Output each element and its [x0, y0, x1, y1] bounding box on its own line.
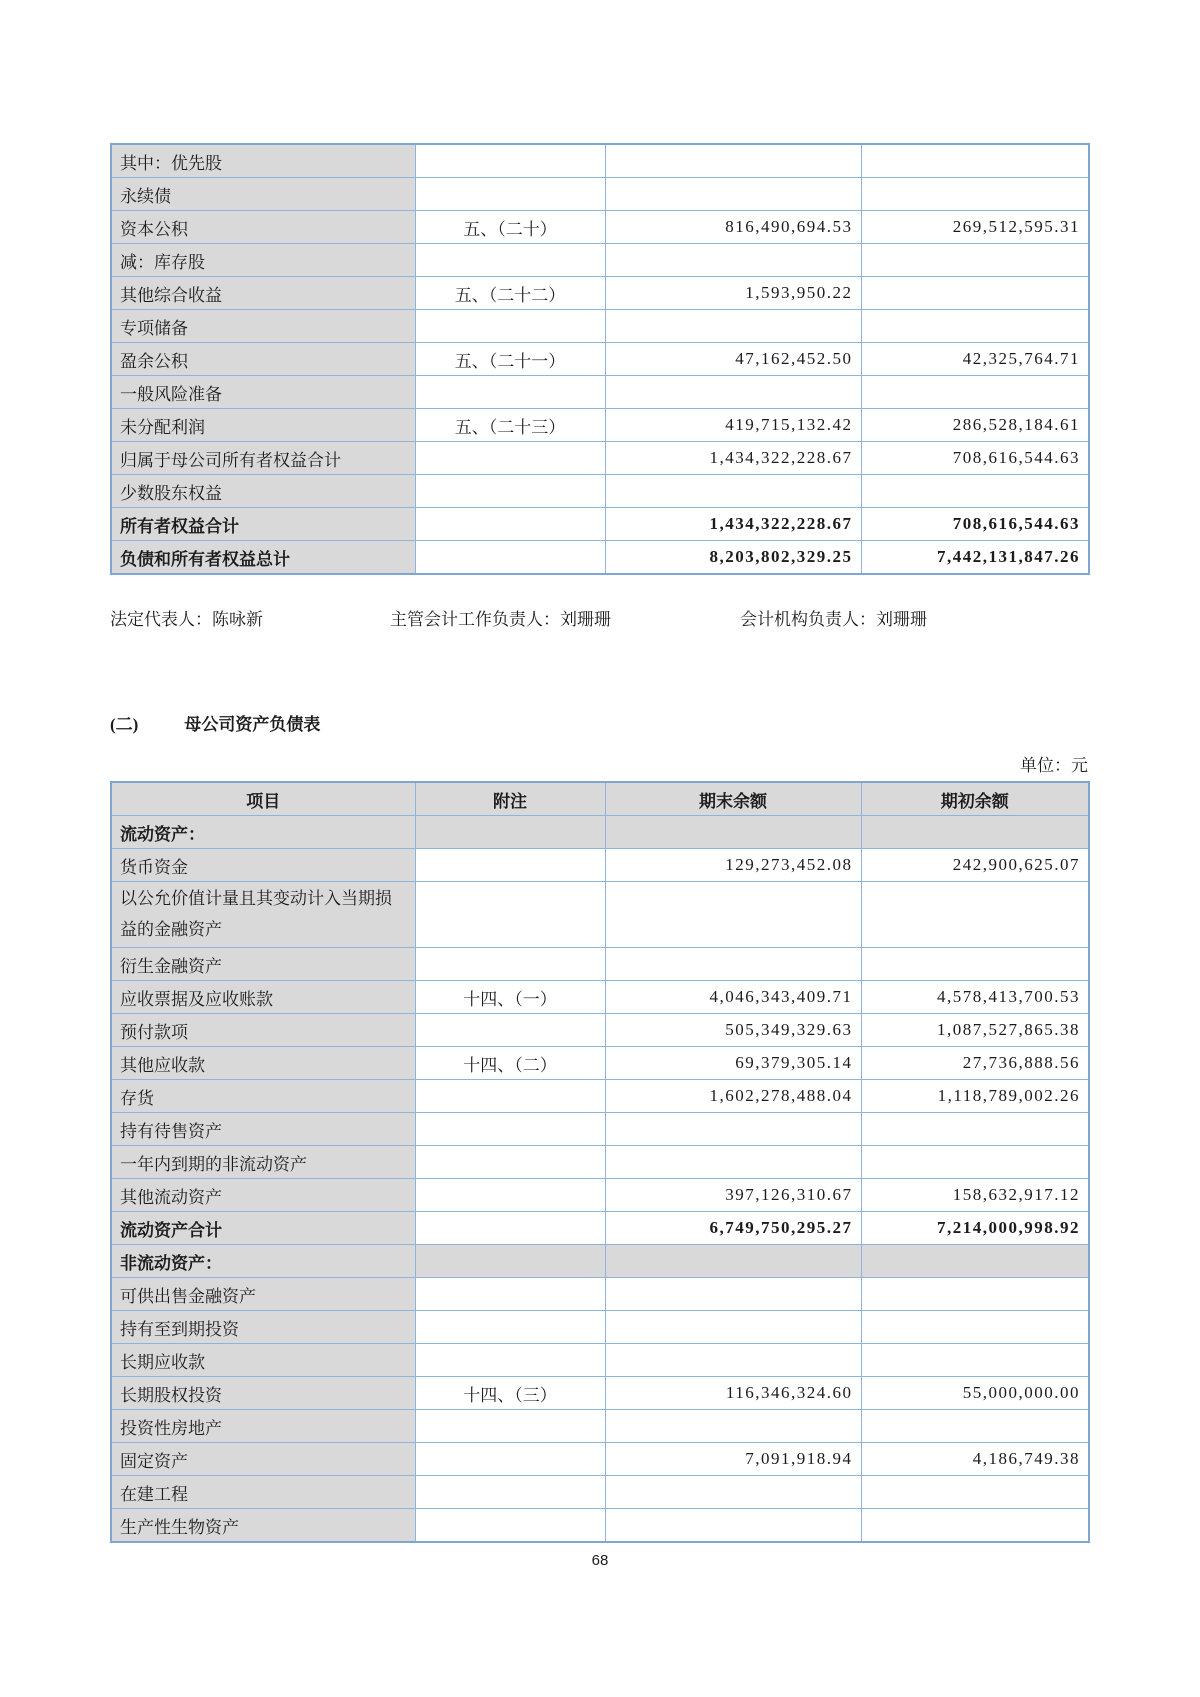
item-cell: 预付款项: [111, 1014, 415, 1047]
table-row: [111, 1278, 1089, 1311]
parent-table-body: [111, 816, 1089, 1543]
note-cell: [415, 1146, 605, 1179]
note-cell: 五、（二十一）: [415, 343, 605, 376]
closing-balance-cell: [605, 1245, 861, 1278]
closing-balance-cell: 1,434,322,228.67: [605, 508, 861, 541]
item-cell: 所有者权益合计: [111, 508, 415, 541]
page-number: 68: [591, 1552, 609, 1569]
item-cell: 其他应收款: [111, 1047, 415, 1080]
table-row: [111, 1047, 1089, 1080]
table-row: [111, 409, 1089, 442]
opening-balance-cell: 7,214,000,998.92: [861, 1212, 1089, 1245]
item-cell: 流动资产合计: [111, 1212, 415, 1245]
note-cell: [415, 882, 605, 948]
note-cell: [415, 1476, 605, 1509]
item-cell: 其中：优先股: [111, 144, 415, 178]
opening-balance-cell: [861, 144, 1089, 178]
item-cell: 流动资产：: [111, 816, 415, 849]
table-row: [111, 211, 1089, 244]
opening-balance-cell: [861, 244, 1089, 277]
opening-balance-cell: [861, 1311, 1089, 1344]
closing-balance-cell: [605, 1311, 861, 1344]
closing-balance-cell: [605, 1476, 861, 1509]
closing-balance-cell: 4,046,343,409.71: [605, 981, 861, 1014]
closing-balance-cell: [605, 376, 861, 409]
closing-balance-cell: 8,203,802,329.25: [605, 541, 861, 575]
opening-balance-cell: [861, 277, 1089, 310]
item-cell: 长期股权投资: [111, 1377, 415, 1410]
opening-balance-cell: 708,616,544.63: [861, 508, 1089, 541]
unit-label: 单位：元: [1020, 756, 1088, 775]
opening-balance-cell: 1,118,789,002.26: [861, 1080, 1089, 1113]
table-row: [111, 376, 1089, 409]
opening-balance-cell: 269,512,595.31: [861, 211, 1089, 244]
item-cell: 持有待售资产: [111, 1113, 415, 1146]
section-title: 母公司资产负债表: [184, 715, 321, 734]
note-cell: [415, 1443, 605, 1476]
table-row: [111, 1113, 1089, 1146]
item-cell: 应收票据及应收账款: [111, 981, 415, 1014]
item-cell: 专项储备: [111, 310, 415, 343]
note-cell: [415, 816, 605, 849]
closing-balance-cell: [605, 1146, 861, 1179]
opening-balance-cell: 708,616,544.63: [861, 442, 1089, 475]
closing-balance-cell: 116,346,324.60: [605, 1377, 861, 1410]
note-cell: [415, 1245, 605, 1278]
item-cell: 盈余公积: [111, 343, 415, 376]
note-cell: 五、（二十三）: [415, 409, 605, 442]
table-row: [111, 1179, 1089, 1212]
closing-balance-cell: [605, 310, 861, 343]
opening-balance-cell: [861, 1410, 1089, 1443]
closing-balance-cell: [605, 475, 861, 508]
accounting-work-head: 主管会计工作负责人：刘珊珊: [390, 610, 611, 629]
opening-balance-cell: [861, 948, 1089, 981]
closing-balance-cell: [605, 244, 861, 277]
closing-balance-cell: 1,593,950.22: [605, 277, 861, 310]
opening-balance-cell: 4,578,413,700.53: [861, 981, 1089, 1014]
closing-balance-cell: 69,379,305.14: [605, 1047, 861, 1080]
table-row: [111, 310, 1089, 343]
table-row: [111, 1476, 1089, 1509]
opening-balance-cell: 42,325,764.71: [861, 343, 1089, 376]
table-row: [111, 277, 1089, 310]
table-row: [111, 816, 1089, 849]
opening-balance-cell: [861, 1245, 1089, 1278]
closing-balance-cell: 1,602,278,488.04: [605, 1080, 861, 1113]
table-row: [111, 1212, 1089, 1245]
note-cell: [415, 376, 605, 409]
closing-balance-cell: 6,749,750,295.27: [605, 1212, 861, 1245]
closing-balance-cell: [605, 1410, 861, 1443]
table-row: [111, 981, 1089, 1014]
closing-balance-cell: 419,715,132.42: [605, 409, 861, 442]
note-cell: [415, 1344, 605, 1377]
closing-balance-cell: [605, 1344, 861, 1377]
opening-balance-cell: 286,528,184.61: [861, 409, 1089, 442]
item-cell: 持有至到期投资: [111, 1311, 415, 1344]
opening-balance-cell: [861, 178, 1089, 211]
accounting-department-head: 会计机构负责人：刘珊珊: [740, 610, 927, 629]
table-row: [111, 1377, 1089, 1410]
closing-balance-cell: [605, 1509, 861, 1543]
item-cell: 永续债: [111, 178, 415, 211]
item-cell: 货币资金: [111, 849, 415, 882]
note-cell: 五、（二十二）: [415, 277, 605, 310]
note-cell: [415, 475, 605, 508]
closing-balance-cell: 816,490,694.53: [605, 211, 861, 244]
section-heading: [110, 710, 320, 735]
note-cell: [415, 442, 605, 475]
parent-company-balance-sheet-table: [110, 781, 1090, 1543]
item-cell: 可供出售金融资产: [111, 1278, 415, 1311]
note-cell: [415, 144, 605, 178]
note-cell: [415, 1311, 605, 1344]
table-row: [111, 442, 1089, 475]
item-cell: 投资性房地产: [111, 1410, 415, 1443]
item-cell: 衍生金融资产: [111, 948, 415, 981]
item-cell: 生产性生物资产: [111, 1509, 415, 1543]
table-row: [111, 849, 1089, 882]
table-row: [111, 882, 1089, 948]
closing-balance-cell: [605, 1113, 861, 1146]
equity-balance-table: [110, 143, 1090, 575]
table-row: [111, 144, 1089, 178]
opening-balance-cell: [861, 1476, 1089, 1509]
closing-balance-cell: [605, 144, 861, 178]
closing-balance-cell: 397,126,310.67: [605, 1179, 861, 1212]
note-cell: [415, 541, 605, 575]
item-cell: 减：库存股: [111, 244, 415, 277]
table-header-row: [111, 782, 1089, 816]
item-cell: 归属于母公司所有者权益合计: [111, 442, 415, 475]
opening-balance-cell: 242,900,625.07: [861, 849, 1089, 882]
opening-balance-cell: 1,087,527,865.38: [861, 1014, 1089, 1047]
opening-balance-cell: [861, 816, 1089, 849]
opening-balance-cell: [861, 376, 1089, 409]
legal-representative: 法定代表人：陈咏新: [110, 610, 263, 629]
opening-balance-cell: 7,442,131,847.26: [861, 541, 1089, 575]
item-cell: 长期应收款: [111, 1344, 415, 1377]
table-row: [111, 1080, 1089, 1113]
note-cell: [415, 849, 605, 882]
note-cell: [415, 1509, 605, 1543]
opening-balance-cell: [861, 1278, 1089, 1311]
note-cell: [415, 1014, 605, 1047]
table-row: [111, 1344, 1089, 1377]
opening-balance-cell: 27,736,888.56: [861, 1047, 1089, 1080]
note-cell: [415, 508, 605, 541]
closing-balance-cell: 129,273,452.08: [605, 849, 861, 882]
note-cell: [415, 178, 605, 211]
item-cell: 少数股东权益: [111, 475, 415, 508]
table-row: [111, 1443, 1089, 1476]
item-cell: 非流动资产：: [111, 1245, 415, 1278]
table-row: [111, 948, 1089, 981]
header-note: 附注: [415, 782, 605, 816]
note-cell: [415, 244, 605, 277]
note-cell: [415, 1410, 605, 1443]
table-row: [111, 1410, 1089, 1443]
table-row: [111, 508, 1089, 541]
note-cell: [415, 948, 605, 981]
closing-balance-cell: [605, 178, 861, 211]
note-cell: [415, 1212, 605, 1245]
closing-balance-cell: 47,162,452.50: [605, 343, 861, 376]
closing-balance-cell: [605, 816, 861, 849]
item-cell: 其他综合收益: [111, 277, 415, 310]
opening-balance-cell: 55,000,000.00: [861, 1377, 1089, 1410]
item-cell: 其他流动资产: [111, 1179, 415, 1212]
item-cell: 负债和所有者权益总计: [111, 541, 415, 575]
note-cell: 十四、（三）: [415, 1377, 605, 1410]
opening-balance-cell: [861, 1146, 1089, 1179]
opening-balance-cell: [861, 475, 1089, 508]
section-label: (二): [110, 715, 139, 734]
equity-table-body: [111, 144, 1089, 574]
item-cell: 固定资产: [111, 1443, 415, 1476]
item-cell: 一般风险准备: [111, 376, 415, 409]
note-cell: [415, 1179, 605, 1212]
opening-balance-cell: 4,186,749.38: [861, 1443, 1089, 1476]
table-row: [111, 1509, 1089, 1543]
signature-line: [110, 605, 1088, 629]
table-row: [111, 541, 1089, 575]
table-row: [111, 475, 1089, 508]
opening-balance-cell: 158,632,917.12: [861, 1179, 1089, 1212]
closing-balance-cell: 1,434,322,228.67: [605, 442, 861, 475]
note-cell: 五、（二十）: [415, 211, 605, 244]
item-cell: 以公允价值计量且其变动计入当期损益的金融资产: [111, 882, 415, 948]
note-cell: [415, 1080, 605, 1113]
table-row: [111, 1014, 1089, 1047]
note-cell: 十四、（一）: [415, 981, 605, 1014]
table-row: [111, 1245, 1089, 1278]
note-cell: [415, 310, 605, 343]
item-cell: 未分配利润: [111, 409, 415, 442]
item-cell: 资本公积: [111, 211, 415, 244]
closing-balance-cell: [605, 882, 861, 948]
header-closing-balance: 期末余额: [605, 782, 861, 816]
opening-balance-cell: [861, 310, 1089, 343]
opening-balance-cell: [861, 1509, 1089, 1543]
table-row: [111, 244, 1089, 277]
closing-balance-cell: 7,091,918.94: [605, 1443, 861, 1476]
table-row: [111, 1311, 1089, 1344]
table-row: [111, 1146, 1089, 1179]
opening-balance-cell: [861, 882, 1089, 948]
closing-balance-cell: 505,349,329.63: [605, 1014, 861, 1047]
table-row: [111, 343, 1089, 376]
opening-balance-cell: [861, 1344, 1089, 1377]
header-item: 项目: [111, 782, 415, 816]
item-cell: 在建工程: [111, 1476, 415, 1509]
table-row: [111, 178, 1089, 211]
note-cell: [415, 1278, 605, 1311]
note-cell: 十四、（二）: [415, 1047, 605, 1080]
item-cell: 一年内到期的非流动资产: [111, 1146, 415, 1179]
header-opening-balance: 期初余额: [861, 782, 1089, 816]
closing-balance-cell: [605, 1278, 861, 1311]
opening-balance-cell: [861, 1113, 1089, 1146]
closing-balance-cell: [605, 948, 861, 981]
note-cell: [415, 1113, 605, 1146]
item-cell: 存货: [111, 1080, 415, 1113]
